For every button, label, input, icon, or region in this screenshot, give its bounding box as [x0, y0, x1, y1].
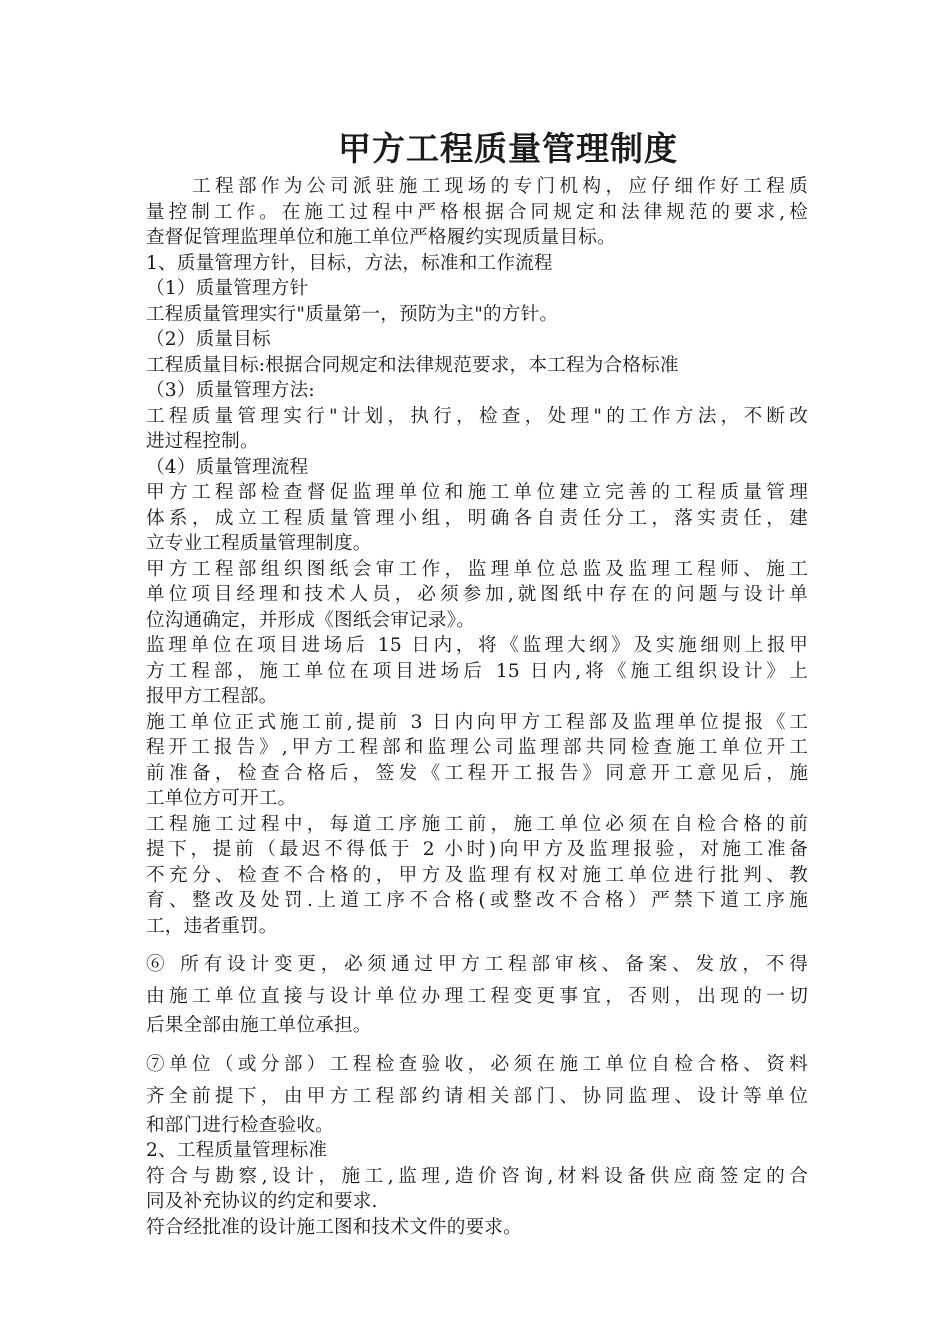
paragraph-line: 工程施工过程中，每道工序施工前，施工单位必须在自检合格的前 [146, 813, 808, 835]
paragraph-line: 提下，提前（最迟不得低于 2 小时)向甲方及监理报验，对施工准备 [146, 839, 808, 860]
paragraph-line: 位沟通确定，并形成《图纸会审记录》。 [146, 609, 475, 631]
paragraph-line: 量控制工作。在施工过程中严格根据合同规定和法律规范的要求,检 [146, 201, 808, 223]
paragraph-line: 单位项目经理和技术人员，必须参加,就图纸中存在的问题与设计单 [146, 584, 808, 605]
document-body [146, 174, 808, 1240]
section-heading: 1、质量管理方针，目标，方法，标准和工作流程 [146, 252, 553, 274]
paragraph-line: 同及补充协议的约定和要求. [146, 1191, 378, 1212]
paragraph-line: 进过程控制。 [146, 431, 259, 452]
spacer [146, 1039, 808, 1049]
paragraph-line: 工程质量管理实行"计划，执行，检查，处理"的工作方法，不断改 [146, 405, 808, 427]
paragraph-line: 甲方工程部组织图纸会审工作，监理单位总监及监理工程师、施工 [146, 558, 808, 580]
paragraph-line: 齐全前提下，由甲方工程部约请相关部门、协同监理、设计等单位 [146, 1085, 808, 1107]
paragraph-line: 查督促管理监理单位和施工单位严格履约实现质量目标。 [146, 227, 616, 248]
paragraph-line: 体系，成立工程质量管理小组，明确各自责任分工，落实责任，建 [146, 507, 808, 529]
paragraph-line: 由施工单位直接与设计单位办理工程变更事宜，否则，出现的一切 [146, 986, 808, 1007]
paragraph-line: 符合与勘察,设计，施工,监理,造价咨询,材料设备供应商签定的合 [146, 1165, 808, 1187]
paragraph-line: 工单位方可开工。 [146, 788, 297, 809]
paragraph-line: 报甲方工程部。 [146, 686, 278, 707]
paragraph-line: 工，违者重罚。 [146, 915, 278, 937]
paragraph-line: 工程质量目标:根据合同规定和法律规范要求，本工程为合格标准 [146, 354, 679, 376]
paragraph-line: 后果全部由施工单位承担。 [146, 1015, 372, 1036]
paragraph-line: 监理单位在项目进场后 15 日内，将《监理大纲》及实施细则上报甲 [146, 635, 808, 656]
document-title: 甲方工程质量管理制度 [338, 129, 678, 168]
paragraph-line: 甲方工程部检查督促监理单位和施工单位建立完善的工程质量管理 [146, 482, 808, 503]
paragraph-line: 施工单位正式施工前,提前 3 日内向甲方工程部及监理单位提报《工 [146, 711, 808, 733]
paragraph-line: ⑥ 所有设计变更，必须通过甲方工程部审核、备案、发放，不得 [146, 954, 808, 975]
subsection-heading: （1）质量管理方针 [146, 278, 309, 299]
paragraph-line: 育、整改及处罚.上道工序不合格(或整改不合格）严禁下道工序施 [146, 890, 808, 911]
section-heading: 2、工程质量管理标准 [146, 1140, 328, 1161]
paragraph-line: 方工程部，施工单位在项目进场后 15 日内,将《施工组织设计》上 [146, 660, 808, 682]
paragraph-line: ⑦单位（或分部）工程检查验收，必须在施工单位自检合格、资料 [146, 1053, 808, 1075]
subsection-heading: （4）质量管理流程 [146, 456, 309, 478]
paragraph-line: 和部门进行检查验收。 [146, 1114, 334, 1136]
subsection-heading: （3）质量管理方法: [146, 380, 315, 401]
paragraph-line: 程开工报告》,甲方工程部和监理公司监理部共同检查施工单位开工 [146, 737, 808, 758]
paragraph-line: 立专业工程质量管理制度。 [146, 533, 372, 554]
subsection-heading: （2）质量目标 [146, 329, 271, 350]
paragraph-line: 工程部作为公司派驻施工现场的专门机构，应仔细作好工程质 [192, 176, 808, 197]
paragraph-line: 前准备，检查合格后，签发《工程开工报告》同意开工意见后，施 [146, 762, 808, 784]
paragraph-line: 工程质量管理实行"质量第一，预防为主"的方针。 [146, 303, 559, 325]
spacer [146, 939, 808, 949]
paragraph-line: 不充分、检查不合格的，甲方及监理有权对施工单位进行批判、教 [146, 864, 808, 886]
paragraph-line: 符合经批准的设计施工图和技术文件的要求。 [146, 1216, 522, 1238]
